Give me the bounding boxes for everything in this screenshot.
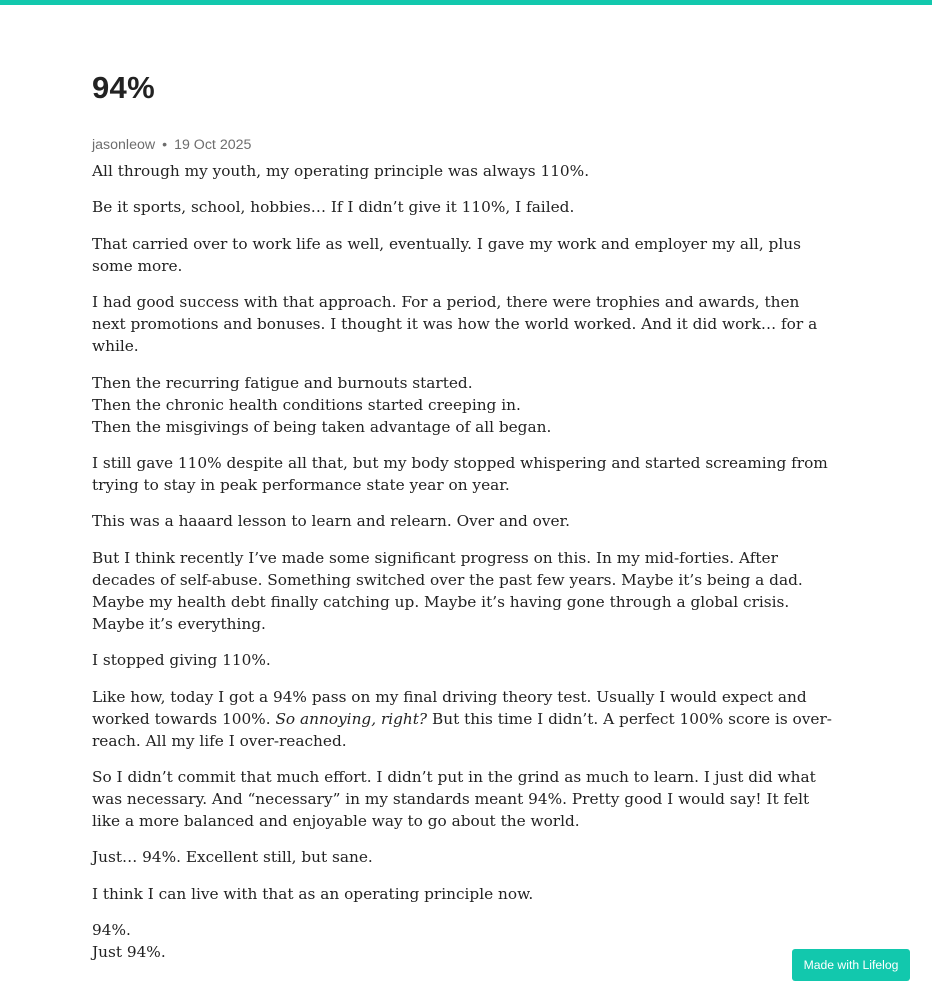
paragraph: Just… 94%. Excellent still, but sane. <box>92 848 373 867</box>
paragraph: I still gave 110% despite all that, but my body stopped whispering and started screaming from trying to stay in peak performance state year on year. <box>92 453 828 494</box>
meta-separator: • <box>162 137 168 153</box>
post-title: 94% <box>92 70 155 105</box>
post-date: 19 Oct 2025 <box>174 137 252 153</box>
post-body <box>92 160 832 977</box>
paragraph: I had good success with that approach. For a period, there were trophies and awards, then next promotions and bonuses. I thought it was how the world worked. And it did work… for a while. <box>92 293 818 356</box>
paragraph: But I think recently I’ve made some significant progress on this. In my mid-forties. After decades of self-abuse. Something switched over the past few years. Maybe it’s being a dad. Maybe my health debt finally catching up. Maybe it’s having gone through a global crisis. Maybe it’s everything. <box>92 548 803 633</box>
paragraph: Be it sports, school, hobbies… If I didn’t give it 110%, I failed. <box>92 198 575 217</box>
paragraph <box>92 686 832 752</box>
paragraph-line: 94%. <box>92 921 131 940</box>
made-with-lifelog-button[interactable]: Made with Lifelog <box>792 949 910 981</box>
paragraph-text: But this time I didn’t. A perfect 100% score is over-reach. All my life I over-reached. <box>92 709 832 750</box>
paragraph-line: Then the recurring fatigue and burnouts started. <box>92 373 473 392</box>
paragraph-line: Just 94%. <box>92 943 166 962</box>
top-accent-bar <box>0 0 932 5</box>
paragraph: So I didn’t commit that much effort. I didn’t put in the grind as much to learn. I just did what was necessary. And “necessary” in my standards meant 94%. Pretty good I would say! It felt like a more balanced and enjoyable way to go about the world. <box>92 767 816 830</box>
paragraph: That carried over to work life as well, eventually. I gave my work and employer my all, plus some more. <box>92 234 801 275</box>
paragraph: I think I can live with that as an operating principle now. <box>92 884 534 903</box>
paragraph-text: Like how, today I got a 94% pass on my final driving theory test. Usually I would expect and worked towards 100%. <box>92 687 807 728</box>
post-meta <box>92 137 251 153</box>
paragraph: All through my youth, my operating principle was always 110%. <box>92 162 590 180</box>
author-name[interactable]: jasonleow <box>92 137 156 153</box>
paragraph: I stopped giving 110%. <box>92 651 271 670</box>
italic-remark: So annoying, right? <box>275 709 428 728</box>
paragraph <box>92 919 832 963</box>
paragraph: This was a haaard lesson to learn and relearn. Over and over. <box>92 512 571 531</box>
paragraph <box>92 372 832 438</box>
paragraph-line: Then the misgivings of being taken advantage of all began. <box>92 417 552 436</box>
paragraph-line: Then the chronic health conditions started creeping in. <box>92 395 521 414</box>
